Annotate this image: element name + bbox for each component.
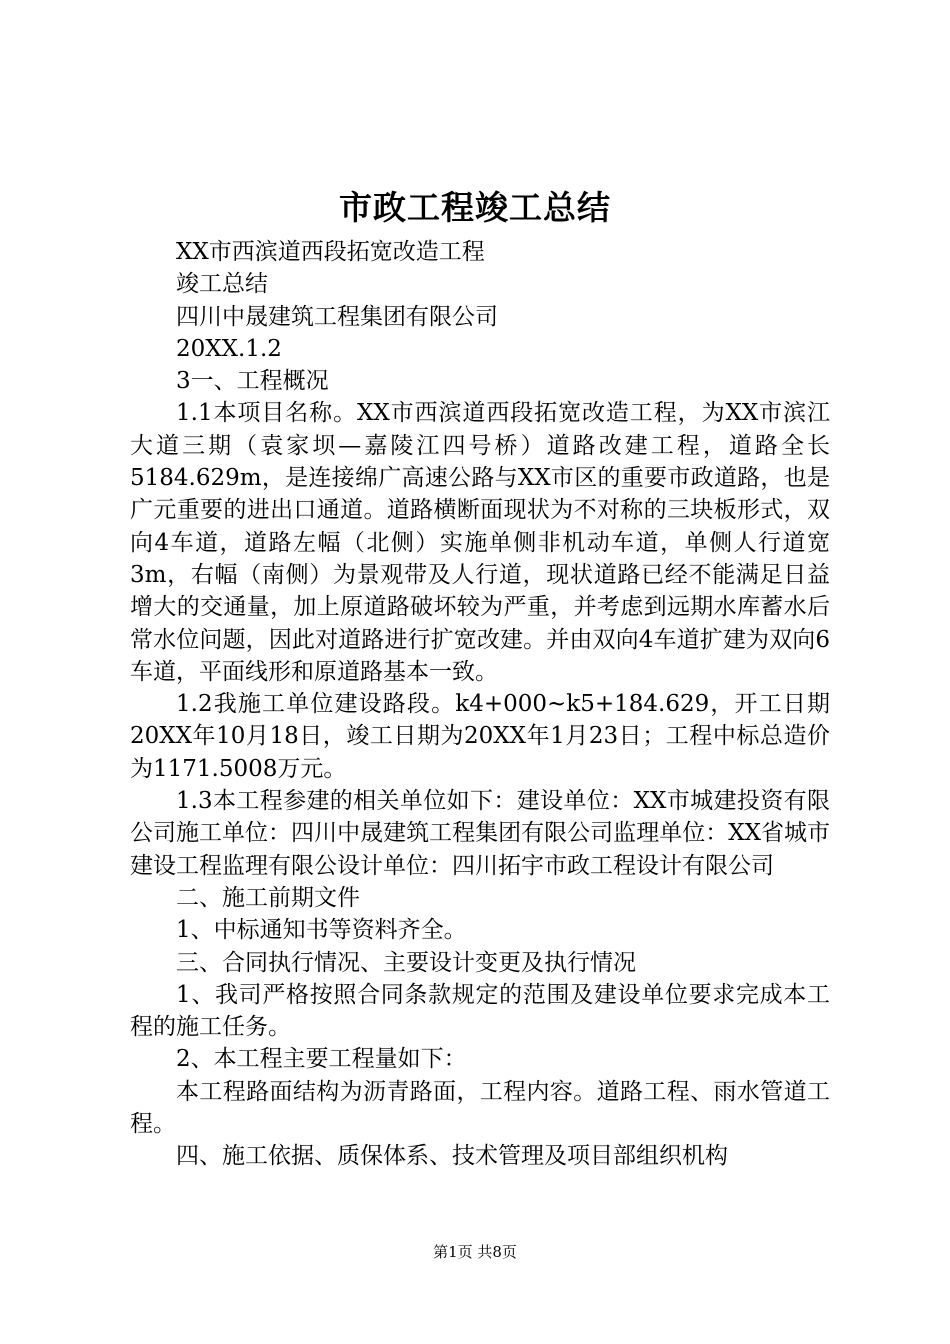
document-body <box>130 236 830 1173</box>
paragraph-1-1: 1.1本项目名称。XX市西滨道西段拓宽改造工程，为XX市滨江大道三期（袁家坝—嘉陵江四号桥）道路改建工程，道路全长5184.629m，是连接绵广高速公路与XX市区的重要市政道路，也是广元重要的进出口通道。道路横断面现状为不对称的三块板形式，双向4车道，道路左幅（北侧）实施单侧非机动车道，单侧人行道宽3m，右幅（南侧）为景观带及人行道，现状道路已经不能满足日益增大的交通量，加上原道路破坏较为严重，并考虑到远期水库蓄水后常水位问题，因此对道路进行扩宽改建。并由双向4车道扩建为双向6车道，平面线形和原道路基本一致。 <box>130 400 830 685</box>
paragraph-notice: 1、中标通知书等资料齐全。 <box>176 917 467 944</box>
section-heading-basis: 四、施工依据、质保体系、技术管理及项目部组织机构 <box>176 1143 728 1170</box>
section-heading-contract: 三、合同执行情况、主要设计变更及执行情况 <box>176 949 636 976</box>
paragraph-company: 四川中晟建筑工程集团有限公司 <box>176 303 498 330</box>
section-heading-overview: 3一、工程概况 <box>176 368 329 395</box>
paragraph-pavement: 本工程路面结构为沥青路面，工程内容。道路工程、雨水管道工程。 <box>130 1078 830 1138</box>
paragraph-contract-1: 1、我司严格按照合同条款规定的范围及建设单位要求完成本工程的施工任务。 <box>130 981 830 1041</box>
section-heading-preliminary: 二、施工前期文件 <box>176 884 360 911</box>
paragraph-contract-2: 2、本工程主要工程量如下： <box>176 1046 467 1073</box>
paragraph-1-2: 1.2我施工单位建设路段。k4+000~k5+184.629，开工日期20XX年10月18日，竣工日期为20XX年1月23日；工程中标总造价为1171.5008万元。 <box>130 691 830 782</box>
page-number-footer: 第1页 共8页 <box>433 1243 517 1261</box>
paragraph-1-3: 1.3本工程参建的相关单位如下：建设单位：XX市城建投资有限公司施工单位：四川中晟建筑工程集团有限公司监理单位：XX省城市建设工程监理有限公设计单位：四川拓宇市政工程设计有限公司 <box>130 788 830 879</box>
paragraph-project-name: XX市西滨道西段拓宽改造工程 <box>176 239 485 265</box>
page-title: 市政工程竣工总结 <box>339 188 611 227</box>
paragraph-summary-label: 竣工总结 <box>176 271 268 298</box>
paragraph-date: 20XX.1.2 <box>176 335 282 362</box>
